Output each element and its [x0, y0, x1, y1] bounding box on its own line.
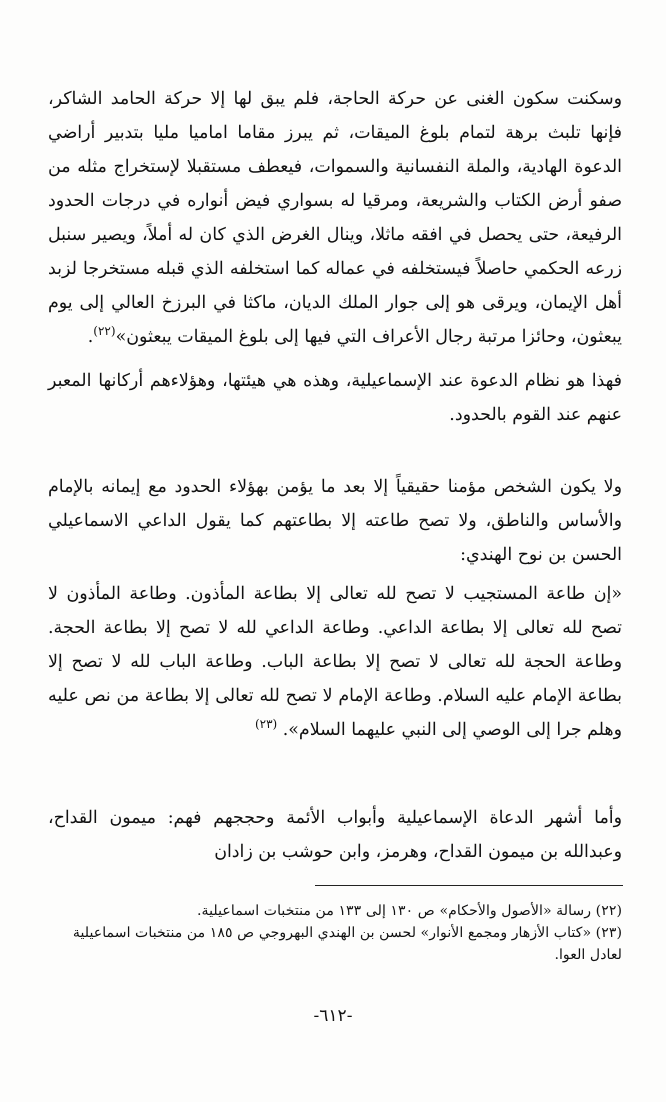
paragraph-2: [48, 364, 622, 432]
footnote-22: (٢٢) رسالة «الأصول والأحكام» ص ١٣٠ إلى ١٣٣ من منتخبات اسماعيلية.: [197, 903, 622, 919]
paragraph-3-text: ولا يكون الشخص مؤمنا حقيقياً إلا بعد ما يؤمن بهؤلاء الحدود مع إيمانه بالإمام والأساس والناطق، ولا تصح طاعته إلا بطاعتهم كما يقول الداعي الاسماعيلي الحسن بن نوح الهندي:: [48, 477, 622, 565]
footnote-ref-22: (٢٢): [93, 324, 116, 339]
paragraph-1: وسكنت سكون الغنى عن حركة الحاجة، فلم يبق لها إلا حركة الحامد الشاكر، فإنها تلبث برهة لتمام بلوغ الميقات، ثم يبرز مقاما اماميا مليا بتدبير أراضي الدعوة الهادية، والملة النفسانية والسموات، فيعطف مستقبلا لإستخراج مثله من صفو أرض الكتاب والشريعة، ومرقيا له بسواري فيض أنواره في درجات الحدود الرفيعة، حتى يحصل في افقه ماثلا، وينال الغرض الذي كان له أملاً، ويصير سنبل زرعه الحكمي حاصلاً فيستخلفه في عماله كما استخلفه الذي قبله مستخرجا لزبد أهل الإيمان، ويرقى هو إلى جوار الملك الديان، ماكثا في البرزخ العالي إلى يوم يبعثون، وحائزا مرتبة رجال الأعراف التي فيها إلى بلوغ الميقات يبعثون»$^{(٢٢)}$.: [48, 89, 622, 347]
footnote-23: (٢٣) «كتاب الأزهار ومجمع الأنوار» لحسن بن الهندي البهروجي ص ١٨٥ من منتخبات اسماعيلية لعادل العوا.: [72, 925, 622, 963]
paragraph-3: [48, 470, 622, 572]
paragraph-5-text: وأما أشهر الدعاة الإسماعيلية وأبواب الأئمة وحججهم فهم: ميمون القداح، وعبدالله بن ميمون القداح، وهرمز، وابن حوشب بن زادان: [48, 808, 622, 862]
paragraph-1-text: وسكنت سكون الغنى عن حركة الحاجة، فلم يبق لها إلا حركة الحامد الشاكر، فإنها تلبث برهة لتمام بلوغ الميقات، ثم يبرز مقاما اماميا مليا بتدبير أراضي الدعوة الهادية، والملة النفسانية والسموات، فيعطف مستقبلا لإستخراج مثله من صفو أرض الكتاب والشريعة، ومرقيا له بسواري فيض أنواره في درجات الحدود الرفيعة، حتى يحصل في افقه ماثلا، وينال الغرض الذي كان له أملاً، ويصير سنبل زرعه الحكمي حاصلاً فيستخلفه في عماله كما استخلفه الذي قبله مستخرجا لزبد أهل الإيمان، ويرقى هو إلى جوار الملك الديان، ماكثا في البرزخ العالي إلى يوم يبعثون، وحائزا مرتبة رجال الأعراف التي فيها إلى بلوغ الميقات يبعثون»: [48, 89, 622, 347]
quote-text: «إن طاعة المستجيب لا تصح لله تعالى إلا بطاعة المأذون. وطاعة المأذون لا تصح لله تعالى إلا بطاعة الداعي. وطاعة الداعي لله لا تصح إلا بطاعة الحجة. وطاعة الحجة لله تعالى لا تصح إلا بطاعة الباب. وطاعة الباب لله لا تصح إلا بطاعة الإمام عليه السلام. وطاعة الإمام لا تصح لله تعالى إلا بطاعة من نص عليه وهلم جرا إلى الوصي إلى النبي عليهما السلام».: [48, 584, 622, 740]
quote-paragraph: [48, 577, 622, 747]
footnote-ref-23: (٢٣): [254, 717, 278, 732]
page-number: -٦١٢-: [313, 1006, 353, 1026]
footnote-divider: [315, 885, 623, 886]
paragraph-5: [48, 801, 622, 869]
footnotes: [48, 900, 622, 966]
paragraph-2-text: فهذا هو نظام الدعوة عند الإسماعيلية، وهذه هي هيئتها، وهؤلاءهم أركانها المعبر عنهم عند القوم بالحدود.: [48, 371, 622, 425]
